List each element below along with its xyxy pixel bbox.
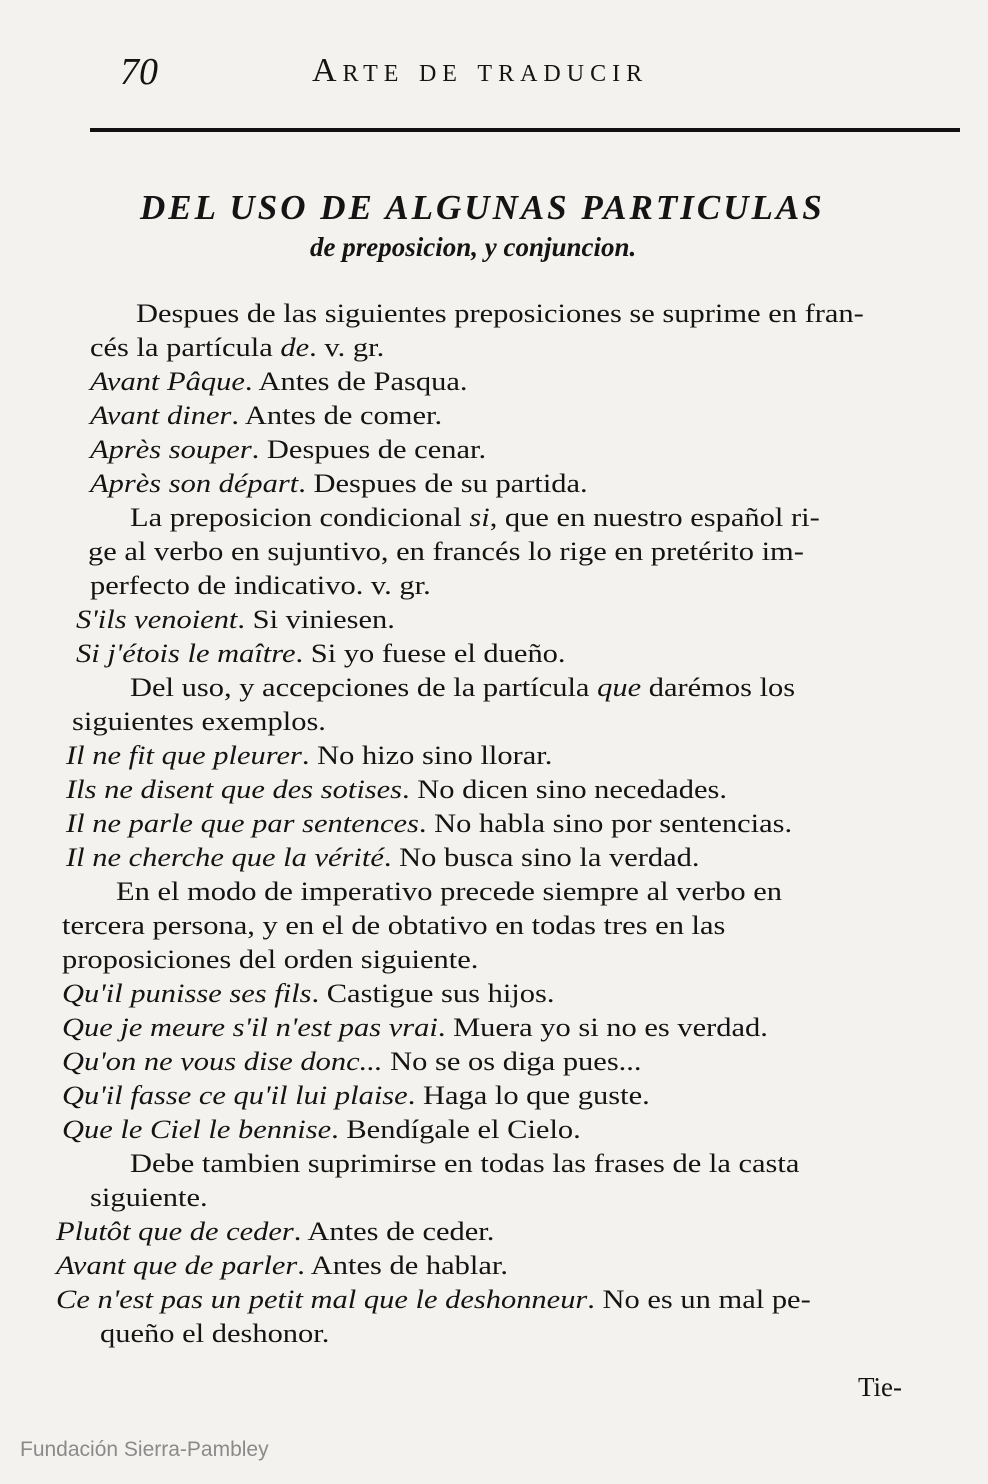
text-line: [56, 1282, 811, 1316]
french-phrase: Avant Pâque: [90, 366, 245, 396]
text-line: [66, 840, 700, 874]
text-line: [130, 1146, 799, 1180]
spanish-text: Despues de las siguientes preposiciones se suprime en fran-: [136, 298, 864, 328]
running-title: Arte de traducir: [312, 52, 649, 89]
spanish-text: . Si viniesen.: [237, 604, 395, 634]
spanish-text: . Antes de ceder.: [293, 1216, 495, 1246]
spanish-text: Debe tambien suprimirse en todas las frases de la casta: [130, 1148, 800, 1178]
spanish-text: siguientes exemplos.: [72, 706, 326, 736]
french-phrase: Avant diner: [90, 400, 232, 430]
text-line: [62, 942, 478, 976]
spanish-text: La preposicion condicional: [130, 502, 470, 532]
text-line: [76, 602, 395, 636]
french-phrase: Que je meure s'il n'est pas vrai: [62, 1012, 438, 1042]
spanish-text: Del uso, y accepciones de la partícula: [130, 672, 598, 702]
text-line: [62, 976, 554, 1010]
text-line: [136, 296, 864, 330]
spanish-text: . No habla sino por sentencias.: [418, 808, 793, 838]
spanish-text: . No busca sino la verdad.: [383, 842, 700, 872]
text-line: [130, 670, 795, 704]
text-line: [62, 1112, 581, 1146]
catchword: Tie-: [858, 1372, 903, 1402]
french-phrase: Ce n'est pas un petit mal que le deshonneur: [56, 1284, 588, 1314]
page-number: 70: [120, 51, 158, 93]
text-line: [130, 500, 820, 534]
text-line: [62, 1078, 650, 1112]
text-line: [90, 364, 468, 398]
spanish-text: , que en nuestro español ri-: [489, 502, 820, 532]
text-line: [100, 1316, 329, 1350]
spanish-text: . No dicen sino necedades.: [402, 774, 727, 804]
section-subtitle: de preposicion, y conjuncion.: [310, 232, 637, 262]
text-line: [90, 432, 486, 466]
french-phrase: Après souper: [90, 434, 252, 464]
spanish-text: . Si yo fuese el dueño.: [295, 638, 566, 668]
spanish-text: . No es un mal pe-: [587, 1284, 811, 1314]
spanish-text: tercera persona, y en el de obtativo en todas tres en las: [62, 910, 726, 940]
spanish-text: queño el deshonor.: [100, 1318, 330, 1348]
watermark: Fundación Sierra-Pambley: [20, 1438, 269, 1461]
spanish-text: darémos los: [641, 672, 796, 702]
french-phrase: Après son départ: [90, 468, 299, 498]
text-line: [72, 704, 326, 738]
spanish-text: proposiciones del orden siguiente.: [62, 944, 479, 974]
section-title: DEL USO DE ALGUNAS PARTICULAS: [140, 188, 825, 227]
french-phrase: Il ne parle que par sentences: [66, 808, 419, 838]
text-line: [76, 636, 566, 670]
spanish-text: . Bendígale el Cielo.: [331, 1114, 581, 1144]
spanish-text: . Haga lo que guste.: [407, 1080, 650, 1110]
spanish-text: En el modo de imperativo precede siempre al verbo en: [116, 876, 782, 906]
text-line: [62, 1044, 642, 1078]
text-line: [90, 330, 384, 364]
text-line: [116, 874, 782, 908]
french-phrase: Il ne fit que pleurer: [66, 740, 302, 770]
french-phrase: Que le Ciel le bennise: [62, 1114, 332, 1144]
text-line: [66, 806, 792, 840]
spanish-text: No se os diga pues...: [382, 1046, 642, 1076]
spanish-text: cés la partícula: [90, 332, 281, 362]
spanish-text: . v. gr.: [309, 332, 385, 362]
text-line: [90, 398, 442, 432]
french-phrase: Qu'il punisse ses fils: [62, 978, 312, 1008]
text-line: [56, 1214, 494, 1248]
header-rule: [90, 128, 960, 132]
spanish-text: . Castigue sus hijos.: [311, 978, 555, 1008]
spanish-text: . Despues de su partida.: [298, 468, 588, 498]
french-phrase: Avant que de parler: [56, 1250, 298, 1280]
french-phrase: si: [469, 502, 490, 532]
text-line: [90, 1180, 208, 1214]
spanish-text: . Antes de Pasqua.: [244, 366, 468, 396]
spanish-text: ge al verbo en sujuntivo, en francés lo rige en pretérito im-: [88, 536, 804, 566]
spanish-text: . Antes de comer.: [231, 400, 443, 430]
spanish-text: . Despues de cenar.: [251, 434, 487, 464]
french-phrase: Si j'étois le maître: [76, 638, 296, 668]
french-phrase: S'ils venoient: [76, 604, 238, 634]
spanish-text: . Antes de hablar.: [297, 1250, 508, 1280]
french-phrase: de: [280, 332, 310, 362]
spanish-text: . No hizo sino llorar.: [301, 740, 553, 770]
text-line: [90, 568, 431, 602]
french-phrase: Qu'il fasse ce qu'il lui plaise: [62, 1080, 408, 1110]
text-line: [62, 1010, 768, 1044]
text-line: [56, 1248, 508, 1282]
spanish-text: perfecto de indicativo. v. gr.: [90, 570, 431, 600]
text-line: [66, 772, 727, 806]
french-phrase: que: [597, 672, 642, 702]
text-line: [90, 466, 588, 500]
spanish-text: . Muera yo si no es verdad.: [437, 1012, 768, 1042]
french-phrase: Qu'on ne vous dise donc...: [62, 1046, 383, 1076]
text-line: [66, 738, 552, 772]
text-line: [62, 908, 725, 942]
spanish-text: siguiente.: [90, 1182, 208, 1212]
french-phrase: Il ne cherche que la vérité: [66, 842, 384, 872]
text-line: [88, 534, 804, 568]
french-phrase: Plutôt que de ceder: [56, 1216, 294, 1246]
french-phrase: Ils ne disent que des sotises: [66, 774, 403, 804]
